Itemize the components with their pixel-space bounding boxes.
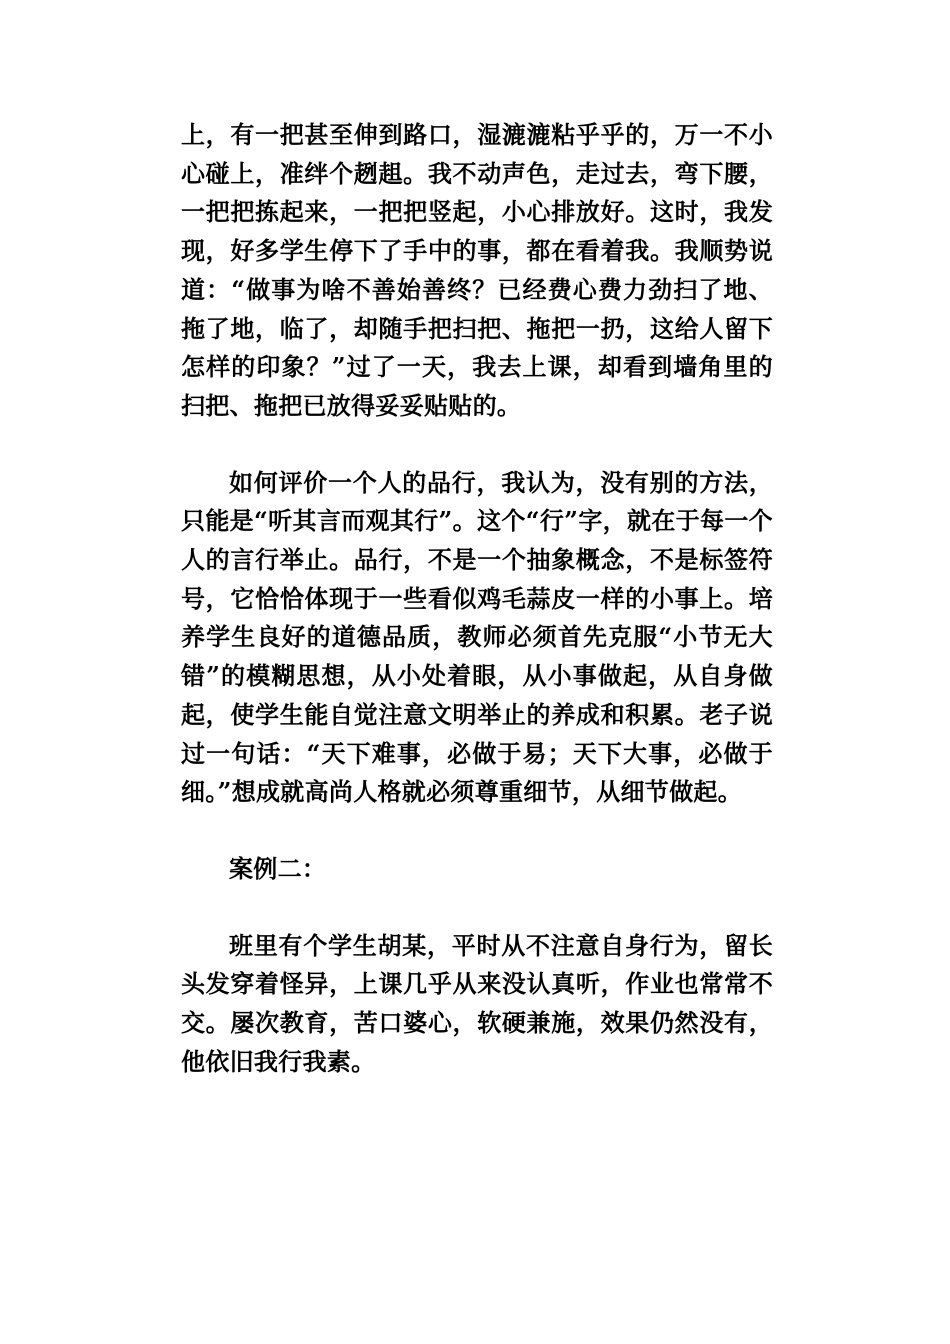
document-page [181, 116, 773, 1081]
paragraph-1: 上，有一把甚至伸到路口，湿漉漉粘乎乎的，万一不小心碰上，准绊个趔趄。我不动声色，走过去，弯下腰，一把把拣起来，一把把竖起，小心排放好。这时，我发现，好多学生停下了手中的事，都在看着我。我顺势说道：“做事为啥不善始善终？已经费心费力劲扫了地、拖了地，临了，却随手把扫把、拖把一扔，这给人留下怎样的印象？”过了一天，我去上课，却看到墙角里的扫把、拖把已放得妥妥贴贴的。 [181, 120, 773, 420]
paragraph-2: 如何评价一个人的品行，我认为，没有别的方法，只能是“听其言而观其行”。这个“行”字，就在于每一个人的言行举止。品行，不是一个抽象概念，不是标签符号，它恰恰体现于一些看似鸡毛蒜皮一样的小事上。培养学生良好的道德品质，教师必须首先克服“小节无大错”的模糊思想，从小处着眼，从小事做起，从自身做起，使学生能自觉注意文明举止的养成和积累。老子说过一句话：“天下难事，必做于易；天下大事，必做于细。”想成就高尚人格就必须尊重细节，从细节做起。 [181, 467, 773, 807]
paragraph-3: 班里有个学生胡某，平时从不注意自身行为，留长头发穿着怪异，上课几乎从来没认真听，作业也常常不交。屡次教育，苦口婆心，软硬兼施，效果仍然没有，他依旧我行我素。 [181, 930, 773, 1076]
case-heading: 案例二： [229, 853, 327, 883]
